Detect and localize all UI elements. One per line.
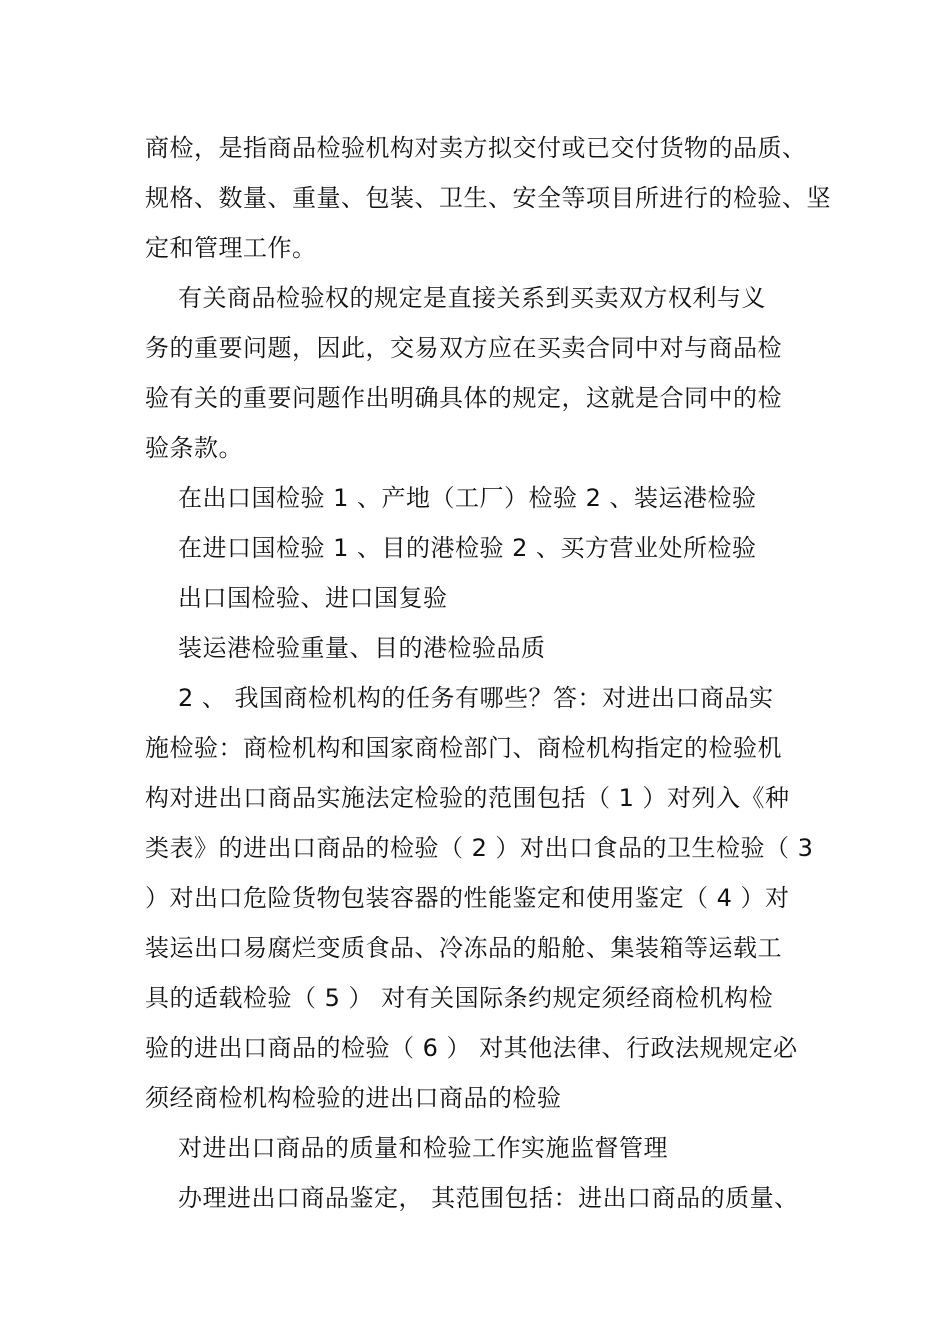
list-item-line: 装运港检验重量、目的港检验品质 bbox=[178, 634, 546, 662]
text-line: 验条款。 bbox=[145, 434, 243, 462]
text-line: 须经商检机构检验的进出口商品的检验 bbox=[145, 1084, 562, 1112]
text-line: 装运出口易腐烂变质食品、冷冻品的船舱、集装箱等运载工 bbox=[145, 934, 782, 962]
text-line: 验有关的重要问题作出明确具体的规定，这就是合同中的检 bbox=[145, 384, 782, 412]
list-item-line: 在出口国检验 1 、产地（工厂）检验 2 、装运港检验 bbox=[178, 484, 757, 512]
text-line: 施检验：商检机构和国家商检部门、商检机构指定的检验机 bbox=[145, 734, 782, 762]
text-line: 定和管理工作。 bbox=[145, 234, 317, 262]
text-line: 构对进出口商品实施法定检验的范围包括（ 1 ）对列入《种 bbox=[145, 784, 790, 812]
list-item-line: 在进口国检验 1 、目的港检验 2 、买方营业处所检验 bbox=[178, 534, 757, 562]
text-line: 验的进出口商品的检验（ 6 ） 对其他法律、行政法规规定必 bbox=[145, 1034, 798, 1062]
paragraph-start-line: 办理进出口商品鉴定， 其范围包括：进出口商品的质量、 bbox=[178, 1184, 799, 1212]
text-line: ）对出口危险货物包装容器的性能鉴定和使用鉴定（ 4 ）对 bbox=[145, 884, 790, 912]
text-line: 商检，是指商品检验机构对卖方拟交付或已交付货物的品质、 bbox=[145, 134, 807, 162]
paragraph-start-line: 对进出口商品的质量和检验工作实施监督管理 bbox=[178, 1134, 668, 1162]
question-line: 2 、 我国商检机构的任务有哪些？答：对进出口商品实 bbox=[178, 684, 774, 712]
text-line: 务的重要问题，因此，交易双方应在买卖合同中对与商品检 bbox=[145, 334, 782, 362]
list-item-line: 出口国检验、进口国复验 bbox=[178, 584, 448, 612]
paragraph-start-line: 有关商品检验权的规定是直接关系到买卖双方权利与义 bbox=[178, 284, 766, 312]
text-line: 规格、数量、重量、包装、卫生、安全等项目所进行的检验、坚 bbox=[145, 184, 831, 212]
text-line: 类表》的进出口商品的检验（ 2 ）对出口食品的卫生检验（ 3 bbox=[145, 834, 814, 862]
text-line: 具的适载检验（ 5 ） 对有关国际条约规定须经商检机构检 bbox=[145, 984, 774, 1012]
